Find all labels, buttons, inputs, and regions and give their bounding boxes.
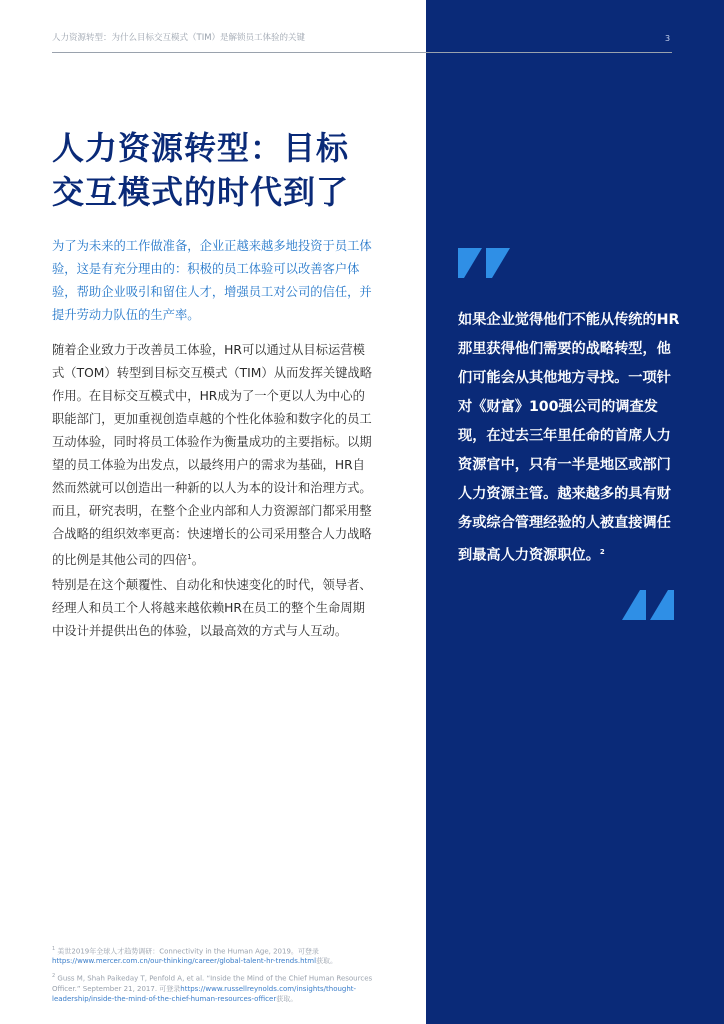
page-number: 3 [665, 34, 671, 43]
footnote-1-link[interactable]: https://www.mercer.com.cn/our-thinking/career/global-talent-hr-trends.html [52, 957, 317, 966]
footnote-ref-2: 2 [599, 548, 605, 556]
footnote-1 [52, 944, 382, 966]
footnote-1-suffix: 获取。 [316, 957, 338, 966]
body-paragraph-2: 特别是在这个颠覆性、自动化和快速变化的时代，领导者、经理人和员工个人将越来越依赖HR在员工的整个生命周期中设计并提供出色的体验，以最高效的方式与人互动。 [52, 578, 372, 638]
running-header: 人力资源转型：为什么目标交互模式（TIM）是解锁员工体验的关键 [52, 33, 306, 43]
footnote-2-text: Guss M, Shah Paikeday T, Penfold A, et al. “Inside the Mind of the Chief Human Resources Officer.” September 21, 2017. 可登录 [52, 974, 373, 993]
footnote-ref-1: 1 [187, 553, 192, 561]
pull-quote-text: 如果企业觉得他们不能从传统的HR那里获得他们需要的战略转型，他们可能会从其他地方寻找。一项针对《财富》100强公司的调查发现，在过去三年里任命的首席人力资源官中，只有一半是地区或部门人力资源主管。越来越多的具有财务或综合管理经验的人被直接调任到最高人力资源职位。 [458, 312, 680, 564]
title-line-1: 人力资源转型：目标 [52, 129, 350, 167]
quote-mark-open-icon [458, 248, 510, 278]
body-paragraph-1-end: 。 [191, 553, 205, 568]
footnote-2-link[interactable]: https://www.russellreynolds.com/insights/thought-leadership/inside-the-mind-of-the-chief-human-resources-officer [52, 984, 357, 1003]
body-paragraph-1-text: 随着企业致力于改善员工体验，HR可以通过从目标运营模式（TOM）转型到目标交互模式（TIM）从而发挥关键战略作用。在目标交互模式中，HR成为了一个更以人为中心的职能部门，更加重视创造卓越的个性化体验和数字化的员工互动体验，同时将员工体验作为衡量成功的主要指标。以期望的员工体验为出发点，以最终用户的需求为基础，HR自然而然就可以创造出一种新的以人为本的设计和治理方式。而且，研究表明，在整个企业内部和人力资源部门都采用整合战略的组织效率更高：快速增长的公司采用整合人力战略的比例是其他公司的四倍 [52, 343, 373, 568]
footnote-2-suffix: 获取。 [276, 994, 298, 1003]
intro-paragraph: 为了为未来的工作做准备，企业正越来越多地投资于员工体验，这是有充分理由的：积极的员工体验可以改善客户体验，帮助企业吸引和留住人才，增强员工对公司的信任，并提升劳动力队伍的生产率。 [52, 239, 372, 322]
pull-quote [458, 306, 680, 571]
quote-mark-close-icon [622, 590, 674, 620]
header-rule [52, 52, 672, 53]
body-paragraph-1 [52, 339, 374, 572]
footnote-1-text: 美世2019年全球人才趋势调研：Connectivity in the Human Age, 2019。可登录 [57, 947, 319, 956]
footnote-2-number: 2 [52, 973, 56, 980]
footnote-1-number: 1 [52, 946, 56, 952]
footnote-2 [52, 971, 382, 1003]
title-line-2: 交互模式的时代到了 [52, 173, 350, 211]
page-title [52, 126, 422, 214]
footnotes [52, 944, 382, 1009]
